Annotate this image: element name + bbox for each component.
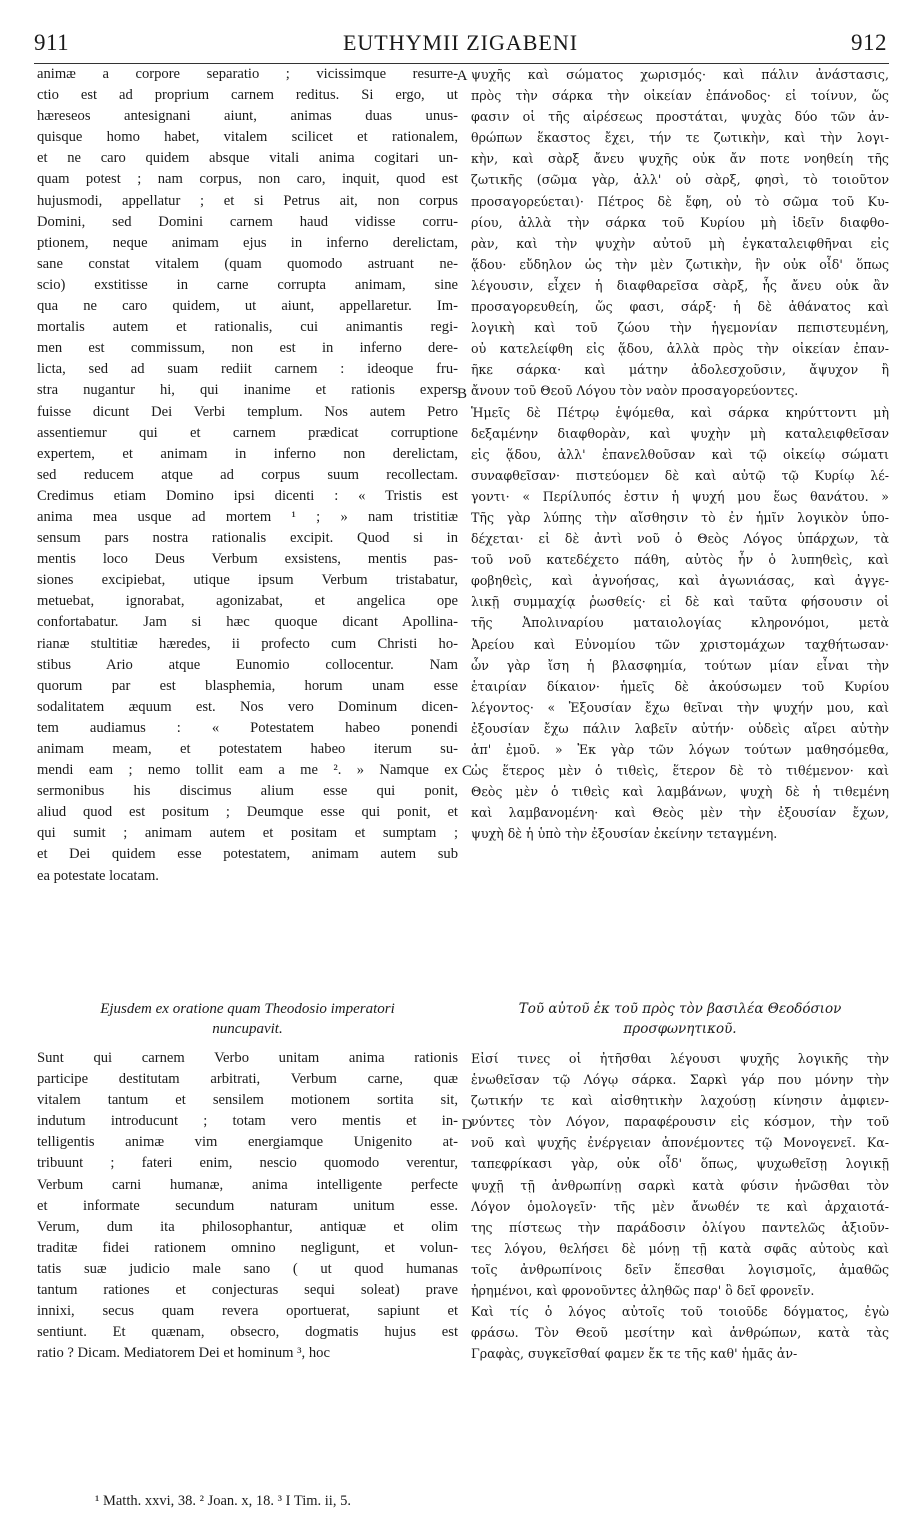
text-line: ῆκε σάρκα· καὶ μάτην ἀδολεσχοῦσιν, ἄψυχον ἢ xyxy=(471,362,889,378)
text-line: ὡς ἕτερος μὲν ὁ τιθεὶς, ἕτερον δὲ τὸ τιθέμενον· καὶ xyxy=(471,763,889,779)
text-line: tantum rationes et conjecturas sequi soleat) prave xyxy=(37,1282,458,1299)
text-line: Domini, sed Domini carnem haud vidisse corru- xyxy=(37,213,458,230)
text-line: ptionem, neque animam ejus in inferno derelictam, xyxy=(37,234,458,251)
text-line: ratio ? Dicam. Mediatorem Dei et hominum ³, hoc xyxy=(37,1345,330,1362)
text-line: καὶ λαμβανομένη· καὶ Θεὸς μὲν τὴν ἐξουσίαν ἔχων, xyxy=(471,805,889,821)
text-line: Λόγον ὁμολογεῖν· τῆς μὲν ἄνωθέν τε καὶ ἀρχαιοτά- xyxy=(471,1198,889,1214)
text-line: fuisse dicunt Dei Verbi templum. Nos autem Petro xyxy=(37,403,458,420)
text-line: tribuunt ; fateri enim, nescio quomodo verentur, xyxy=(37,1155,458,1172)
text-line: rianæ stultitiæ hæredes, ii profecto cum Christi ho- xyxy=(37,635,458,652)
text-line: ταπεφρίκασι γὰρ, οὐκ οἶδ' ὅπως, ψυχωθεῖσῃ λογικῇ xyxy=(471,1156,889,1172)
text-line: sermonibus his discimus alium esse qui ponit, xyxy=(37,783,458,800)
section-title-latin xyxy=(37,999,458,1039)
text-line: Τῆς γὰρ λύπης τὴν αἴσθησιν τὸ ἐν ἡμῖν λογικὸν ὑπο- xyxy=(471,509,889,525)
text-line: hæreseos antesignani aiunt, animas duas unus- xyxy=(37,108,458,125)
text-line: ἠρημένοι, καὶ φρονοῦντες ἀληθῶς παρ' ὃ δεῖ φρονεῖν. xyxy=(471,1283,815,1299)
text-line: mortalis autem et rationalis, cui animantis regi- xyxy=(37,319,458,336)
text-line: λικῇ συμμαχίᾳ ῥωσθείς· εἰ δὲ καὶ ταῦτα φήσουσιν οἱ xyxy=(471,594,889,610)
page-number-left: 911 xyxy=(34,30,70,55)
text-line: λέγουσιν, εἶχεν ἡ διαφθαρεῖσα σὰρξ, ἧς ἄνευ οὐκ ἂν xyxy=(471,277,889,293)
text-line: sane constat vitalem (quam quomodo astruant ne- xyxy=(37,255,458,272)
text-line: Verum, dum ita philosophantur, antiquæ et olim xyxy=(37,1218,458,1235)
text-line: ψυχῇ τῇ ἀνθρωπίνῃ σαρκὶ κατὰ φύσιν ἡνῶσθαι τὸν xyxy=(471,1177,889,1193)
greek-column xyxy=(471,64,889,844)
text-line: aliud quod est positum ; Deumque esse qui ponit, et xyxy=(37,804,458,821)
text-line: hujusmodi, appellatur ; et si Petrus ait, non corpus xyxy=(37,192,458,209)
margin-marker-c: C xyxy=(461,763,472,779)
text-line: δεξαμένην διαφθορὰν, καὶ ψυχὴν μὴ καταλειφθεῖσαν xyxy=(471,425,889,441)
text-line: της πίστεως τὴν παράδοσιν ὀλίγου παντελῶς ἀξιοῦν- xyxy=(471,1219,889,1235)
text-line: telligentis animæ vim energiamque Unigenito at- xyxy=(37,1134,458,1151)
section-title-greek xyxy=(471,999,889,1039)
page-number-right: 912 xyxy=(851,30,887,55)
text-line: siones excipiebat, utique ipsum Verbum tristabatur, xyxy=(37,572,458,589)
text-line: λογικὴ καὶ τοῦ ζώου τὴν ἡγεμονίαν πεπιστευμένη, xyxy=(471,320,889,336)
text-line: οὐ κατελείφθη εἰς ᾅδου, ἀλλὰ πρὸς τὴν οἰκείαν ἐπαν- xyxy=(471,341,889,357)
text-line: ρὰν, καὶ τὴν ψυχὴν αὐτοῦ μὴ ἐγκαταλειφθῆναι εἰς xyxy=(471,235,889,251)
text-line: qui sumit ; animam autem et positam et sumptam ; xyxy=(37,825,458,842)
text-line: et Dei quidem esse potestatem, animam autem sub xyxy=(37,846,458,863)
section-title-latin-line: nuncupavit. xyxy=(212,1021,283,1037)
text-line: τοῖς ἀνθρωπίνοις δεῖν ἕπεσθαι λογισμοῖς, ἀμαθῶς xyxy=(471,1261,889,1277)
text-line: κὴν, καὶ σὰρξ ἄνευ ψυχῆς οὐκ ἄν ποτε νοηθείη τῆς xyxy=(471,151,889,167)
text-line: Θεὸς μὲν ὁ τιθεὶς καὶ λαμβάνων, ψυχὴ δὲ ἡ τιθεμένη xyxy=(471,784,889,800)
section-title-latin-line: Ejusdem ex oratione quam Theodosio imperatori xyxy=(100,1001,395,1017)
footnotes: ¹ Matth. xxvi, 38. ² Joan. x, 18. ³ I Tim. ii, 5. xyxy=(95,1493,351,1509)
text-line: quisque homo habet, vitalem scilicet et rationalem, xyxy=(37,129,458,146)
text-line: ὧν γὰρ ἴση ἡ βλασφημία, τούτων μίαν εἶναι τὴν xyxy=(471,657,889,673)
text-line: et ne caro quidem absque vitali anima cogitari un- xyxy=(37,150,458,167)
text-line: participe destitutam arbitrati, Verbum carne, quæ xyxy=(37,1071,458,1088)
text-line: Καὶ τίς ὁ λόγος αὐτοῖς τοῦ τοιοῦδε δόγματος, ἐγὼ xyxy=(471,1304,889,1320)
text-line: ἑνωθεῖσαν τῷ Λόγῳ σάρκα. Σαρκὶ γάρ που μόνην τὴν xyxy=(471,1072,889,1088)
text-line: Ἀρείου καὶ Εὐνομίου τῶν χριστομάχων ταχθήτωσαν· xyxy=(471,636,889,652)
text-line: indutum introducunt ; totam vero mentis et in- xyxy=(37,1113,458,1130)
text-line: animæ a corpore separatio ; vicissimque resurre- xyxy=(37,66,458,82)
text-line: confortabatur. Jam si hæc quoque dicant Apollina- xyxy=(37,614,458,631)
text-line: innixi, secus quam revera oportuerat, sapiunt et xyxy=(37,1303,458,1320)
text-line: mendi eam ; nemo tollit eam a me ². » Namque ex xyxy=(37,762,458,779)
text-line: Verbum carni humanæ, anima intelligente perfecte xyxy=(37,1176,458,1193)
text-line: ἀπ' ἐμοῦ. » Ἐκ γὰρ τῶν λόγων τούτων μαθησόμεθα, xyxy=(471,742,889,757)
text-line: ἑταιρίαν δίκαιον· ἡμεῖς δὲ ἀκούσωμεν τοῦ Κυρίου xyxy=(471,678,889,694)
text-line: πρὸς τὴν σάρκα τὴν οἰκείαν ἐπάνοδος· εἰ τοίνυν, ὥς xyxy=(471,88,889,104)
text-line: men est commissum, non est in inferno dere- xyxy=(37,340,458,357)
text-line: ζωτικῆς (σῶμα γὰρ, ἀλλ' οὐ σὰρξ, φησὶ, τὸ τοιοῦτον xyxy=(471,172,889,188)
text-line: anima mea usque ad mortem ¹ ; » nam tristitiæ xyxy=(37,508,458,525)
text-line: traditæ fidei rationem omnino negligunt, et volun- xyxy=(37,1239,458,1256)
text-line: tatis suæ judicio male sano ( ut quod humanas xyxy=(37,1260,458,1277)
text-line: Εἰσί τινες οἱ ἠτῆσθαι λέγουσι ψυχῆς λογικῆς τὴν xyxy=(471,1051,889,1066)
text-line: sed reducem atque ad corpus suum recollectam. xyxy=(37,466,458,483)
text-line: et informate secundum naturam unitum esse. xyxy=(37,1197,458,1214)
text-line: quam potest ; nam corpus, non caro, inquit, quod est xyxy=(37,171,458,188)
text-line: ζωτικήν τε καὶ αἰσθητικὴν λαχούσῃ κίνησιν ἀμφιεν- xyxy=(471,1093,889,1109)
text-line: Γραφὰς, συγκεῖσθαί φαμεν ἔκ τε τῆς καθ' ἡμᾶς ἀν- xyxy=(471,1346,798,1362)
text-line: Credimus etiam Domino ipsi dicenti : « Tristis est xyxy=(37,487,458,504)
text-line: δέχεται· εἰ δὲ ἀντὶ νοῦ ὁ Θεὸς Λόγος ὑπάρχων, τὰ xyxy=(471,531,889,547)
margin-marker-d: D xyxy=(461,1117,473,1133)
text-line: τῆς Ἀπολιναρίου ματαιολογίας κληρονόμοι, μετὰ xyxy=(471,615,889,631)
text-line: ψυχὴ δὲ ἡ ὑπὸ τὴν ἐξουσίαν ἐκείνην τεταγμένη. xyxy=(471,826,778,842)
text-line: sentiunt. Et quænam, obsecro, dogmatis hujus est xyxy=(37,1324,458,1341)
text-line: εἰς ᾅδου, ἀλλ' ἐπανελθοῦσαν καὶ τῷ οἰκείῳ σώματι xyxy=(471,446,889,462)
margin-marker-b: B xyxy=(456,386,467,402)
text-line: stra nugantur hi, qui inanime et rationis expers xyxy=(37,382,458,399)
text-line: ἄνουν τοῦ Θεοῦ Λόγου τὸν ναὸν προσαγορεύοντες. xyxy=(471,383,799,399)
text-line: stibus Ario atque Eunomio collocentur. Nam xyxy=(37,656,458,673)
greek-column-2 xyxy=(471,1048,889,1364)
text-line: quorum par est blasphemia, horum unam esse xyxy=(37,677,458,694)
text-line: Ἡμεῖς δὲ Πέτρῳ ἑψόμεθα, καὶ σάρκα κηρύττοντι μὴ xyxy=(471,404,889,420)
text-line: τες λόγου, θελήσει δὲ μόνῃ τῇ κατὰ σφᾶς αὐτοὺς καὶ xyxy=(471,1240,889,1256)
text-line: φασιν οἱ τῆς αἱρέσεως προστάται, ψυχὰς δύο τῶν ἀν- xyxy=(471,109,889,125)
text-line: vitalem tantum et sensilem motionem sortita sit, xyxy=(37,1092,458,1109)
text-line: φράσω. Τὸν Θεοῦ μεσίτην καὶ ἀνθρώπων, κατὰ τὰς xyxy=(471,1325,889,1341)
latin-column-2 xyxy=(37,1048,458,1364)
text-line: mentis loco Deus Verbum exsistens, mentis pas- xyxy=(37,551,458,568)
text-line: λέγοντος· « Ἐξουσίαν ἔχω θεῖναι τὴν ψυχήν μου, καὶ xyxy=(471,699,889,715)
text-line: animam meam, et potestatem habeo iterum su- xyxy=(37,741,458,757)
section-title-greek-line: προσφωνητικοῦ. xyxy=(623,1021,737,1037)
text-line: θρώπων ἕκαστος ἔχει, τήν τε ζωτικὴν, καὶ τὴν λογι- xyxy=(471,130,889,146)
text-line: expertem, et animam in inferno non derelictam, xyxy=(37,445,458,462)
section-title-greek-line: Τοῦ αὐτοῦ ἐκ τοῦ πρὸς τὸν βασιλέα Θεοδόσιον xyxy=(518,1001,842,1017)
latin-column xyxy=(37,64,458,887)
text-line: ἐξουσίαν ἔχω πάλιν λαβεῖν αὐτήν· οὐδεὶς αἴρει αὐτὴν xyxy=(471,720,889,736)
text-line: metuebat, ignorabat, agonizabat, et angelica ope xyxy=(37,593,458,610)
text-line: συναφθεῖσαν· πιστεύομεν δὲ καὶ αὐτῷ τῷ Κυρίῳ λέ- xyxy=(471,467,889,483)
text-line: ᾅδου· εὔδηλον ὡς τὴν μὲν ζωτικὴν, ἣν οὐκ οἶδ' ὅπως xyxy=(471,256,889,272)
text-line: γοντι· « Περίλυπός ἐστιν ἡ ψυχή μου ἕως θανάτου. » xyxy=(471,488,889,504)
text-line: νοῦ καὶ ψυχῆς ἐνέργειαν ἀπονέμοντες τῷ Μονογενεῖ. Κα- xyxy=(471,1135,889,1151)
text-line: ρίου, ἀλλὰ τὴν σάρκα τοῦ Κυρίου μὴ ἰδεῖν διαφθο- xyxy=(471,214,889,230)
text-line: νύντες τὸν Λόγον, παραφέρουσιν εἰς κόσμον, τὴν τοῦ xyxy=(471,1114,889,1130)
text-line: Sunt qui carnem Verbo unitam anima rationis xyxy=(37,1050,458,1066)
text-line: προσαγορεύεται)· Πέτρος δὲ ἔφη, οὐ τὸ σῶμα τοῦ Κυ- xyxy=(471,193,889,209)
text-line: assentiemur qui et carnem prædicat corruptione xyxy=(37,424,458,441)
running-title: EUTHYMII ZIGABENI xyxy=(342,30,579,55)
text-line: προσαγορευθείη, ὥς φασι, σάρξ· ἡ δὲ ἀθάνατος καὶ xyxy=(471,299,889,315)
margin-marker-a: A xyxy=(456,68,468,84)
text-line: φοβηθεὶς, καὶ ἀγνοήσας, καὶ ἀγωνιάσας, καὶ ἀγγε- xyxy=(471,573,889,589)
text-line: qua ne caro quidem, ut aiunt, appellaretur. Im- xyxy=(37,298,458,315)
text-line: sodalitatem æquum est. Nos vero Dominum dicen- xyxy=(37,698,458,715)
text-line: ψυχῆς καὶ σώματος χωρισμός· καὶ πάλιν ἀνάστασις, xyxy=(471,67,889,82)
text-line: scio) exstitisse in carne corrupta animam, sine xyxy=(37,276,458,293)
text-line: ctio est ad proprium carnem reditus. Si ergo, ut xyxy=(37,87,458,104)
text-line: ea potestate locatam. xyxy=(37,867,159,884)
text-line: licta, sed ad suam rediit carnem : ideoque fru- xyxy=(37,361,458,378)
text-line: tem audiamus : « Potestatem habeo ponendi xyxy=(37,719,458,736)
text-line: τοῦ νοῦ κατεδέχετο πάθη, αὐτὸς ἦν ὁ λυπηθεὶς, καὶ xyxy=(471,552,889,568)
text-line: sensum pars nostra rationalis excipit. Quod si in xyxy=(37,530,458,547)
